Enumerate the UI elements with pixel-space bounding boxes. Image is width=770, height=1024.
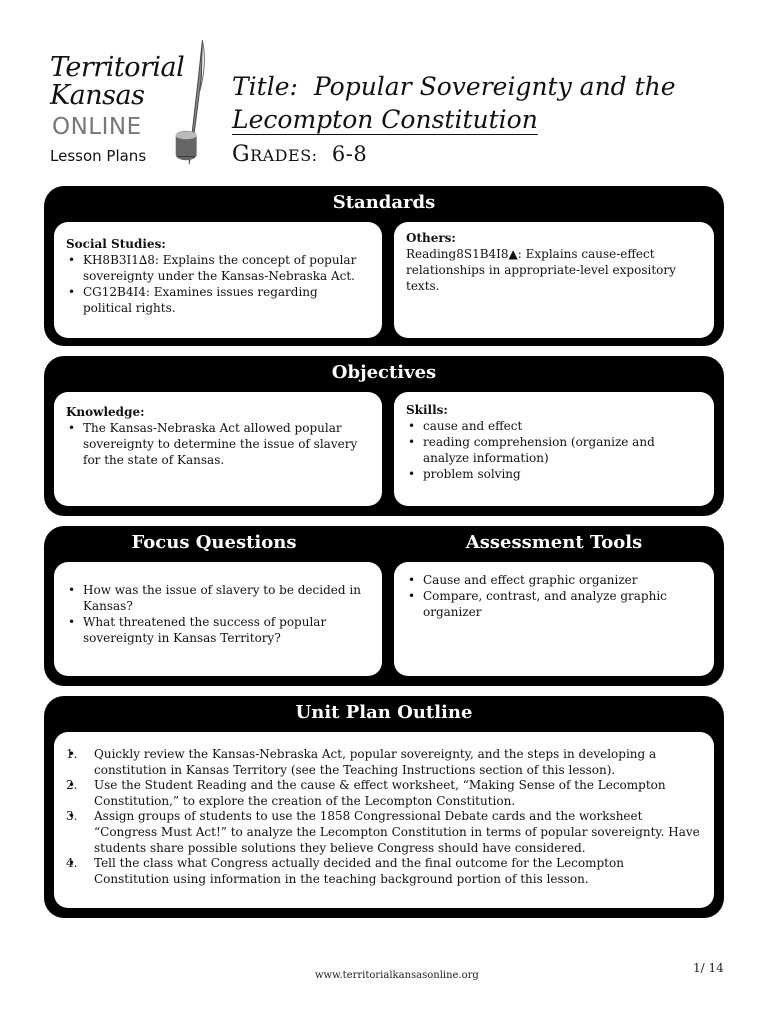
list-item: • CG12B4I4: Examines issues regarding political rights. [66,284,370,316]
item-number: • 4. [66,856,78,871]
list-item [66,809,702,856]
logo-online: ONLINE [52,114,142,140]
item-number: • 1. [66,747,78,761]
unit-plan-outline-box [54,732,714,908]
objectives-heading: Objectives [331,362,437,383]
item-text: Use the Student Reading and the cause & effect worksheet, “Making Sense of the Lecompton Constitution,” to explore the creation of the Lecompton Constitution. [94,778,666,808]
focus-questions-box [54,562,382,676]
grades-label-g: G [232,142,251,167]
objectives-knowledge-box [54,392,382,506]
grades-label-rest: RADES: [250,146,318,165]
list-item [66,778,702,809]
item-number: • 2. [66,778,78,793]
objectives-panel [44,356,724,516]
list-item: • problem solving [406,466,702,482]
list-item [66,747,702,778]
grades-value: 6-8 [331,142,368,166]
assessment-tools-list [406,572,702,620]
item-text: Assign groups of students to use the 1858 Congressional Debate cards and the worksheet “Congress Must Act!” to analyze the Lecompton Constitution in terms of popular sovereignty. Have students share possible solutions they believe Congress should have considered. [94,809,700,855]
quill-inkwell-icon [170,35,210,175]
list-item: • KH8B3I1∆8: Explains the concept of popular sovereignty under the Kansas-Nebraska Act. [66,252,370,284]
standards-panel [44,186,724,346]
item-text: Quickly review the Kansas-Nebraska Act, popular sovereignty, and the steps in developing a constitution in Kansas Territory (see the Teaching Instructions section of this lesson). [94,747,657,777]
page-number: 1/ 14 [693,961,724,975]
others-text: Reading8S1B4I8▲: Explains cause-effect relationships in appropriate-level expository texts. [406,247,676,293]
skills-list [406,418,702,482]
logo-line-2: Kansas [50,80,145,111]
unit-plan-outline-panel [44,696,724,918]
item-text: Tell the class what Congress actually decided and the final outcome for the Lecompton Constitution using information in the teaching background portion of this lesson. [94,856,624,886]
skills-label: Skills: [406,403,448,417]
knowledge-list [66,420,370,468]
list-item: • Compare, contrast, and analyze graphic organizer [406,588,702,620]
unit-plan-outline-heading: Unit Plan Outline [295,702,473,723]
list-item: • How was the issue of slavery to be decided in Kansas? [66,582,370,614]
list-item: • Cause and effect graphic organizer [406,572,702,588]
title-line-2: Lecompton Constitution [232,105,538,134]
outline-list [66,747,702,887]
item-number: • 3. [66,809,78,824]
title-text-1: Popular Sovereignty and the [313,72,676,101]
list-item: • cause and effect [406,418,702,434]
focus-assessment-panel [44,526,724,686]
objectives-skills-box [394,392,714,506]
focus-questions-heading: Focus Questions [131,532,297,553]
grades [232,142,367,167]
title-line-1 [232,70,732,103]
assessment-tools-box [394,562,714,676]
list-item: • The Kansas-Nebraska Act allowed popular sovereignty to determine the issue of slavery for the state of Kansas. [66,420,370,468]
list-item: • What threatened the success of popular sovereignty in Kansas Territory? [66,614,370,646]
lesson-title [232,70,732,136]
focus-questions-list [66,582,370,646]
assessment-tools-heading: Assessment Tools [465,532,643,553]
title-label: Title: [232,72,298,101]
social-studies-label: Social Studies: [66,237,166,251]
standards-social-studies-box [54,222,382,338]
social-studies-list [66,252,370,316]
logo-line-1: Territorial [50,52,185,83]
list-item [66,856,702,887]
standards-heading: Standards [332,192,436,213]
logo-lesson-plans: Lesson Plans [50,147,147,165]
standards-others-box [394,222,714,338]
knowledge-label: Knowledge: [66,405,145,419]
others-label: Others: [406,231,456,245]
list-item: • reading comprehension (organize and analyze information) [406,434,702,466]
footer-url: www.territorialkansasonline.org [315,970,479,981]
